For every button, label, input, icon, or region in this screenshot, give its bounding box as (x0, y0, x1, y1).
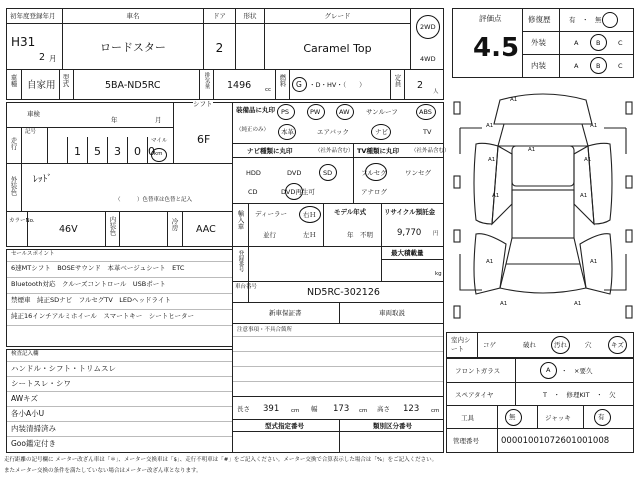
mileage-box: 車検 年 月 走行 記号 1 5 3 0 0 マイル km シフト 6F (6, 102, 233, 164)
inspector-line-4: 各小A小U (11, 409, 45, 418)
sales-point-line-4: 純正16インチアルミホイール スマートキー シートヒーター (11, 312, 194, 320)
footer-note-2: またメーター交換の条件を満たしていない場合はメーター改ざん車となります。 (4, 468, 202, 474)
inspector-box: 検査記入欄 ハンドル・シフト・トリムスレ シートスレ・シワ AWキズ 各小A小U 内装清掃済み Goo鑑定付き (6, 349, 233, 453)
registration-box: 登録番号 最大積載量 kg (232, 246, 444, 282)
fuel-options: ・D・HV・（ ） (309, 81, 366, 89)
warranty-box: 新車保証書 車両取説 (232, 302, 444, 324)
inspector-line-6: Goo鑑定付き (11, 439, 56, 448)
rating-score: 4.5 (473, 33, 520, 63)
chassis-number: ND5RC-302126 (307, 287, 380, 298)
spare-tire-box: スペアタイヤ T ・ 修理KIT ・ 欠 (446, 382, 634, 406)
inspector-line-2: シートスレ・シワ (11, 379, 71, 388)
damage-mark-9: A1 (486, 259, 494, 265)
shift-value: 6F (197, 133, 211, 146)
damage-mark-1: A1 (510, 97, 518, 103)
notes-box: 注意事項・不具合箇所 (232, 323, 444, 397)
first-registration-month: 2 (39, 52, 46, 63)
model-code: 5BA-ND5RC (105, 80, 161, 91)
sales-point-line-3: 禁煙車 純正SDナビ フルセグTV LEDヘッドライト (11, 296, 171, 304)
drive-2wd: 2WD (420, 23, 436, 31)
row2-box: 車種 自家用 型式 5BA-ND5RC 排気量 1496 cc 燃料 G ・D・HV・（ ） 定員 2 人 (6, 69, 444, 100)
color-change-note: （ ）色替車は色替と記入 (115, 197, 193, 203)
interior-seat-box: 室内シート コゲ 破れ 汚れ 穴 キズ (446, 332, 634, 358)
damage-mark-3: A1 (590, 123, 598, 129)
tools-box: 工具 無 ジャッキ 有 (446, 405, 634, 429)
displacement: 1496 (227, 80, 252, 91)
color-box: 外装色 ﾚｯﾄﾞ （ ）色替車は色替と記入 (6, 163, 233, 212)
color-code: 46V (59, 224, 78, 235)
footer-note-1: 走行距離の記号欄に メーター改ざん車は「＊」、メーター交換車は「$」、走行不明車は「#」をご記入ください。メーター交換で合算表示した場合は「%」をご記入ください。 (4, 457, 438, 463)
rating-box: 評価点 4.5 修復歴 有 ・ 無 外装 A B C 内装 A B C (452, 8, 634, 78)
mileage-digit-1: 1 (74, 145, 81, 158)
import-box: 輸入車 ディーラー 右Ｈ 並行 左Ｈ モデル年式 年 不明 リサイクル預託金 9,770 円 (232, 203, 444, 247)
inspector-line-3: AWキズ (11, 394, 38, 403)
windshield-box: フロントガラス A ・ ×要久 (446, 358, 634, 383)
grade-box: グレード Caramel Top 2WD 4WD (264, 8, 444, 70)
damage-mark-12: A1 (574, 301, 582, 307)
exterior-color: ﾚｯﾄﾞ (33, 174, 53, 185)
first-registration-year: H31 (11, 35, 36, 49)
height-value: 123 (403, 404, 420, 414)
manage-number-box: 管理番号 0000100107260100100​8 (446, 428, 634, 453)
inspector-line-1: ハンドル・シフト・トリムスレ (11, 364, 116, 373)
recycle-fee: 9,770 (397, 228, 422, 238)
damage-mark-4: A1 (528, 147, 536, 153)
navi-tv-box: ナビ種類に丸印 （社外品含む） HDD DVD SD CD DVD再生可 TV種類に丸印 （社外品含む） フルセグ ワンセグ アナログ (232, 143, 444, 204)
damage-mark-2: A1 (486, 123, 494, 129)
repair-options: 有 ・ 無 (569, 16, 602, 24)
car-name: ロードスター (100, 41, 166, 54)
dimensions-box: 長さ 391 cm 幅 173 cm 高さ 123 cm (232, 396, 444, 420)
doors-value: 2 (215, 41, 224, 55)
equipment-box: 装備品に丸印 （純正のみ） PS PW AW サンルーフ ABS 本革 エアバック ナビ TV (232, 102, 444, 144)
first-registration-label: 初年度登録年月 (10, 12, 56, 20)
fuel-selected: G (296, 80, 302, 89)
car-diagram (452, 84, 634, 324)
sales-point-line-1: 6速MTシフト BOSEサウンド 本革ベージュシート ETC (11, 264, 185, 272)
length-value: 391 (263, 404, 280, 414)
manage-number: 0000100107260100100​8 (501, 436, 610, 446)
mileage-digit-3: 3 (114, 145, 121, 158)
shape-box: 形状 (235, 8, 265, 70)
drive-4wd: 4WD (420, 55, 436, 63)
mileage-digit-2: 5 (94, 145, 101, 158)
car-name-box: 車名 ロードスター (62, 8, 204, 70)
sales-points-box: セールスポイント 6速MTシフト BOSEサウンド 本革ベージュシート ETC Bluetooth対応 クルーズコントロール USBポート 禁煙車 純正SDナビ フルセグTV LEDヘッドライト 純正16インチアルミホイール スマートキー シートヒーター (6, 249, 233, 347)
cooler-value: AAC (196, 224, 216, 235)
chassis-box: 車台番号 ND5RC-302126 (232, 281, 444, 303)
grade-value: Caramel Top (303, 42, 372, 55)
damage-mark-11: A1 (500, 301, 508, 307)
mileage-digit-4: 0 (134, 145, 141, 158)
damage-mark-8: A1 (580, 193, 588, 199)
damage-mark-6: A1 (584, 157, 592, 163)
first-registration-box: 初年度登録年月 H31 2 月 (6, 8, 63, 70)
type-box: 型式指定番号 類別区分番号 (232, 419, 444, 453)
width-value: 173 (333, 404, 350, 414)
use-type: 自家用 (27, 80, 56, 91)
damage-mark-7: A1 (492, 193, 500, 199)
mileage-digit-5: 0 (148, 145, 155, 158)
car-outline-icon (452, 84, 634, 324)
color-code-box: カラーNo. 46V 内装色 冷房 AAC (6, 211, 233, 247)
doors-box: ドア 2 (203, 8, 236, 70)
inspector-line-5: 内装清掃済み (11, 424, 56, 433)
sales-point-line-2: Bluetooth対応 クルーズコントロール USBポート (11, 280, 166, 288)
damage-mark-10: A1 (590, 259, 598, 265)
damage-mark-5: A1 (488, 157, 496, 163)
capacity: 2 (417, 80, 424, 91)
